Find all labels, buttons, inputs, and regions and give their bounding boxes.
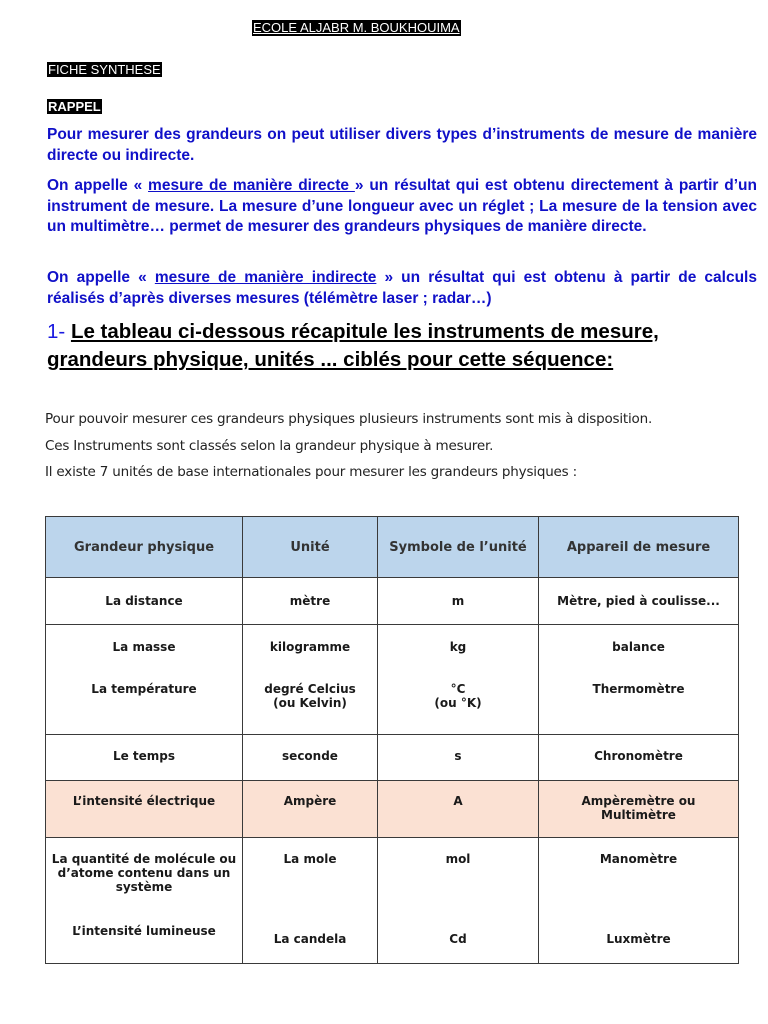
cell-text: La quantité de molécule ou (51, 852, 237, 866)
cell-text: °C (450, 682, 466, 696)
cell: m (378, 578, 539, 625)
cell: seconde (243, 735, 378, 781)
cell-text: Ampèremètre ou (581, 794, 696, 808)
cell-text: La candela (273, 932, 347, 946)
cell (46, 625, 243, 735)
cell-text: (ou °K) (434, 696, 482, 710)
paragraph-direct (47, 176, 757, 238)
cell-text: système (115, 880, 173, 894)
table-row (46, 625, 739, 735)
cell: Le temps (46, 735, 243, 781)
table-row (46, 735, 739, 781)
cell-text: degré Celcius (264, 682, 356, 696)
rappel-label: RAPPEL (48, 99, 101, 114)
term-indirect: mesure de manière indirecte (154, 269, 377, 286)
fiche-label: FICHE SYNTHESE (48, 62, 161, 77)
table-row (46, 838, 739, 964)
cell-text: kg (449, 640, 467, 654)
section-heading (47, 318, 762, 374)
cell-text: L’intensité lumineuse (72, 924, 216, 938)
intro-line-2: Ces Instruments sont classés selon la grandeur physique à mesurer. (45, 438, 494, 454)
intro-line-1: Pour pouvoir mesurer ces grandeurs physiques plusieurs instruments sont mis à disposition. (45, 411, 653, 427)
cell-text: Cd (449, 932, 467, 946)
cell (539, 625, 739, 735)
cell-text: balance (612, 640, 665, 654)
cell-text: La masse (112, 640, 176, 654)
section-title: Le tableau ci-dessous récapitule les instruments de mesure, grandeurs physique, unités ... ciblés pour cette séquence: (47, 320, 659, 371)
text: On appelle « (47, 269, 155, 286)
cell-text: mol (445, 852, 471, 866)
cell-text: (ou Kelvin) (273, 696, 347, 710)
cell-text: La température (91, 682, 197, 696)
text: » un résultat qui est obtenu à partir de calculs réalisés d’après diverses mesures (télémètre laser ; radar…) (47, 269, 757, 307)
cell: La distance (46, 578, 243, 625)
cell (378, 838, 539, 964)
cell: Mètre, pied à coulisse... (539, 578, 739, 625)
cell-text: La mole (283, 852, 337, 866)
header-appareil: Appareil de mesure (539, 517, 739, 578)
cell-text: Thermomètre (592, 682, 685, 696)
header-symbole: Symbole de l’unité (378, 517, 539, 578)
cell-text: Luxmètre (606, 932, 671, 946)
table-row (46, 781, 739, 838)
cell (46, 838, 243, 964)
cell-text: Multimètre (601, 808, 676, 822)
header-grandeur: Grandeur physique (46, 517, 243, 578)
cell: s (378, 735, 539, 781)
cell (539, 838, 739, 964)
cell: L’intensité électrique (46, 781, 243, 838)
cell (243, 838, 378, 964)
term-direct: mesure de manière directe (148, 177, 355, 194)
cell: Chronomètre (539, 735, 739, 781)
cell-text: kilogramme (269, 640, 351, 654)
cell (243, 625, 378, 735)
text: On appelle « (47, 177, 149, 194)
cell (539, 781, 739, 838)
text: » un résultat qui est obtenu directement à partir d’un instrument de mesure. La mesure d’une longueur avec un réglet ; La mesure de la tension avec un multimètre… permet de mesurer des grandeurs physiques de manière directe. (47, 177, 757, 235)
school-header: ECOLE ALJABR M. BOUKHOUIMA (253, 20, 460, 35)
table-header-row (46, 517, 739, 578)
section-number: 1- (47, 320, 71, 343)
cell: Ampère (243, 781, 378, 838)
paragraph-intro: Pour mesurer des grandeurs on peut utiliser divers types d’instruments de mesure de manière directe ou indirecte. (47, 126, 757, 164)
cell: mètre (243, 578, 378, 625)
cell-text: Manomètre (599, 852, 678, 866)
table-row (46, 578, 739, 625)
header-unite: Unité (243, 517, 378, 578)
cell-text: d’atome contenu dans un (57, 866, 231, 880)
paragraph-indirect (47, 268, 757, 309)
units-table (45, 516, 739, 964)
cell: A (378, 781, 539, 838)
cell (378, 625, 539, 735)
intro-line-3: Il existe 7 unités de base internationales pour mesurer les grandeurs physiques : (45, 464, 577, 480)
